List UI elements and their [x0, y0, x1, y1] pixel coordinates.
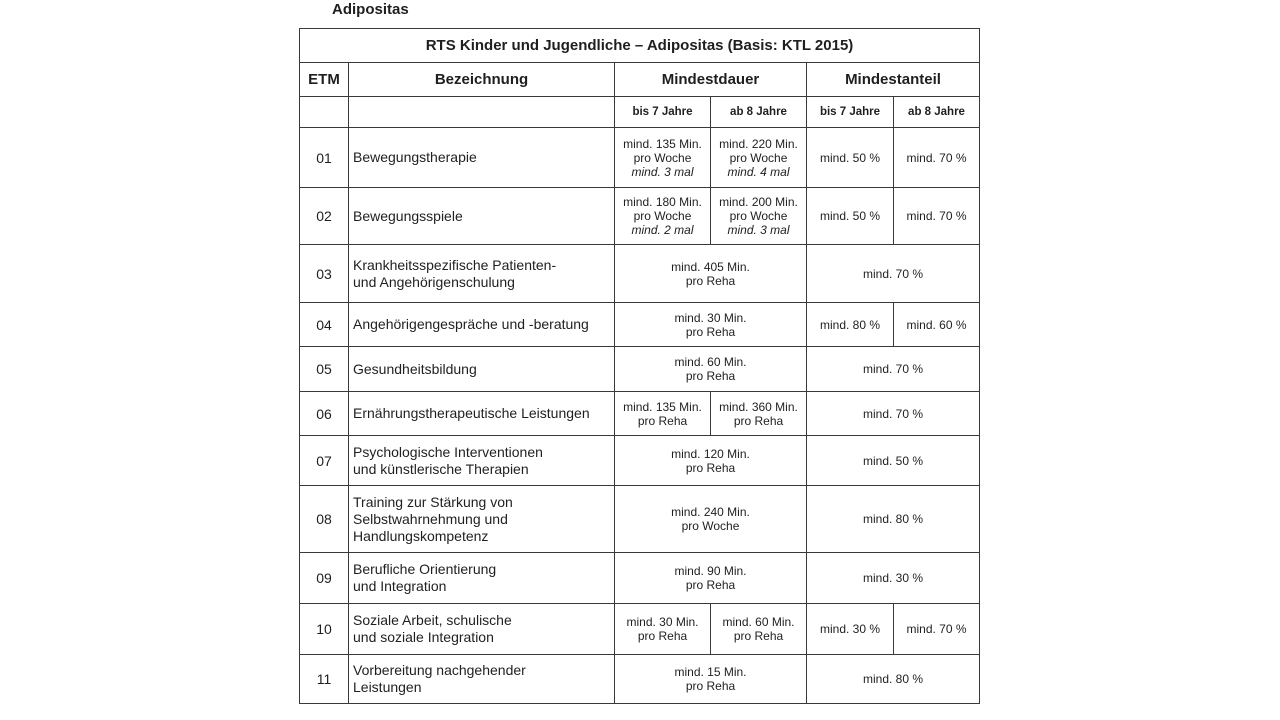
anteil-gesamt: mind. 50 %: [807, 436, 980, 486]
bezeichnung: Gesundheitsbildung: [349, 347, 615, 392]
header-bezeichnung: Bezeichnung: [349, 63, 615, 97]
etm-code: 06: [300, 392, 349, 436]
subheader-dauer-ab8: ab 8 Jahre: [711, 97, 807, 128]
table-row: [300, 436, 980, 486]
dauer-bis7: mind. 135 Min. pro Reha: [615, 392, 711, 436]
rts-table: [299, 28, 980, 704]
header-mindestanteil: Mindestanteil: [807, 63, 980, 97]
etm-code: 02: [300, 188, 349, 245]
dauer-bis7: mind. 135 Min. pro Woche mind. 3 mal: [615, 128, 711, 188]
anteil-ab8: mind. 70 %: [894, 128, 980, 188]
bezeichnung: Krankheitsspezifische Patienten- und Angehörigenschulung: [349, 245, 615, 303]
table-row: [300, 303, 980, 347]
bezeichnung: Soziale Arbeit, schulische und soziale Integration: [349, 604, 615, 655]
table-row: [300, 604, 980, 655]
subheader-dauer-bis7: bis 7 Jahre: [615, 97, 711, 128]
anteil-gesamt: mind. 80 %: [807, 655, 980, 704]
anteil-gesamt: mind. 70 %: [807, 245, 980, 303]
dauer-gesamt: mind. 15 Min. pro Reha: [615, 655, 807, 704]
etm-code: 08: [300, 486, 349, 553]
etm-code: 10: [300, 604, 349, 655]
page-heading: Adipositas: [332, 1, 409, 18]
table-row: [300, 392, 980, 436]
dauer-bis7: mind. 180 Min. pro Woche mind. 2 mal: [615, 188, 711, 245]
dauer-bis7: mind. 30 Min. pro Reha: [615, 604, 711, 655]
etm-code: 05: [300, 347, 349, 392]
table-row: [300, 655, 980, 704]
etm-code: 04: [300, 303, 349, 347]
table-row: [300, 245, 980, 303]
anteil-gesamt: mind. 70 %: [807, 392, 980, 436]
anteil-bis7: mind. 30 %: [807, 604, 894, 655]
anteil-bis7: mind. 80 %: [807, 303, 894, 347]
subheader-empty: [300, 97, 349, 128]
subheader-anteil-ab8: ab 8 Jahre: [894, 97, 980, 128]
anteil-gesamt: mind. 70 %: [807, 347, 980, 392]
anteil-ab8: mind. 60 %: [894, 303, 980, 347]
bezeichnung: Bewegungsspiele: [349, 188, 615, 245]
dauer-gesamt: mind. 405 Min. pro Reha: [615, 245, 807, 303]
subheader-empty: [349, 97, 615, 128]
anteil-bis7: mind. 50 %: [807, 188, 894, 245]
header-mindestdauer: Mindestdauer: [615, 63, 807, 97]
etm-code: 01: [300, 128, 349, 188]
anteil-ab8: mind. 70 %: [894, 604, 980, 655]
bezeichnung: Ernährungstherapeutische Leistungen: [349, 392, 615, 436]
dauer-ab8: mind. 220 Min. pro Woche mind. 4 mal: [711, 128, 807, 188]
dauer-gesamt: mind. 60 Min. pro Reha: [615, 347, 807, 392]
table-row: [300, 128, 980, 188]
bezeichnung: Berufliche Orientierung und Integration: [349, 553, 615, 604]
bezeichnung: Vorbereitung nachgehender Leistungen: [349, 655, 615, 704]
anteil-ab8: mind. 70 %: [894, 188, 980, 245]
table-row: [300, 188, 980, 245]
anteil-gesamt: mind. 80 %: [807, 486, 980, 553]
etm-code: 09: [300, 553, 349, 604]
anteil-gesamt: mind. 30 %: [807, 553, 980, 604]
etm-code: 03: [300, 245, 349, 303]
dauer-ab8: mind. 360 Min. pro Reha: [711, 392, 807, 436]
dauer-gesamt: mind. 240 Min. pro Woche: [615, 486, 807, 553]
table-row: [300, 486, 980, 553]
etm-code: 07: [300, 436, 349, 486]
bezeichnung: Bewegungstherapie: [349, 128, 615, 188]
bezeichnung: Training zur Stärkung von Selbstwahrnehmung und Handlungskompetenz: [349, 486, 615, 553]
subheader-anteil-bis7: bis 7 Jahre: [807, 97, 894, 128]
etm-code: 11: [300, 655, 349, 704]
bezeichnung: Psychologische Interventionen und künstlerische Therapien: [349, 436, 615, 486]
bezeichnung: Angehörigengespräche und -beratung: [349, 303, 615, 347]
table-title: RTS Kinder und Jugendliche – Adipositas (Basis: KTL 2015): [300, 29, 980, 63]
dauer-gesamt: mind. 30 Min. pro Reha: [615, 303, 807, 347]
dauer-gesamt: mind. 90 Min. pro Reha: [615, 553, 807, 604]
dauer-ab8: mind. 60 Min. pro Reha: [711, 604, 807, 655]
dauer-gesamt: mind. 120 Min. pro Reha: [615, 436, 807, 486]
table-row: [300, 553, 980, 604]
anteil-bis7: mind. 50 %: [807, 128, 894, 188]
header-etm: ETM: [300, 63, 349, 97]
table-row: [300, 347, 980, 392]
dauer-ab8: mind. 200 Min. pro Woche mind. 3 mal: [711, 188, 807, 245]
